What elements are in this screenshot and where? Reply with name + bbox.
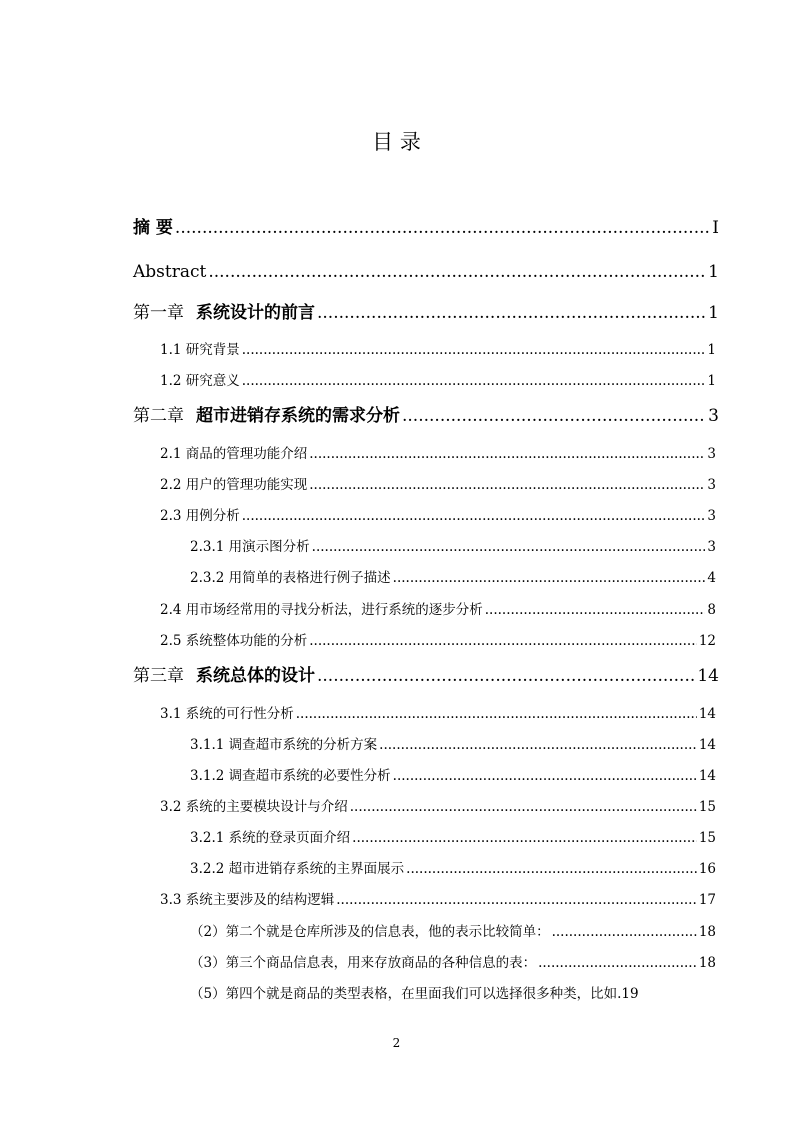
toc-entry-chapter-3[interactable] — [133, 666, 719, 686]
leader-dots — [379, 737, 697, 753]
toc-page-number: 15 — [698, 799, 716, 815]
toc-entry-2-3[interactable] — [160, 508, 716, 524]
leader-dots — [309, 477, 705, 493]
leader-dots — [336, 892, 697, 908]
toc-page-number: 18 — [698, 924, 716, 940]
toc-entry-2-3-1[interactable] — [190, 539, 716, 555]
toc-entry-label: 3.2.1 系统的登录页面介绍 — [190, 830, 351, 846]
toc-page-number: 14 — [698, 737, 716, 753]
leader-dots — [242, 508, 706, 524]
toc-entry-3-1-1[interactable] — [190, 737, 716, 753]
toc-page-number: 19 — [621, 986, 639, 1002]
toc-entry-label: 2.5 系统整体功能的分析 — [160, 633, 308, 649]
toc-entry-3-2[interactable] — [160, 799, 716, 815]
toc-page-number: I — [712, 218, 719, 238]
toc-page-number: 8 — [707, 602, 716, 618]
toc-entry-3-3[interactable] — [160, 892, 716, 908]
toc-title: 目 录 — [372, 130, 421, 154]
toc-page-number: 12 — [698, 633, 716, 649]
toc-entry-label: 3.2 系统的主要模块设计与介绍 — [160, 799, 348, 815]
toc-entry-label: （2）第二个就是仓库所涉及的信息表，他的表示比较简单： — [190, 924, 550, 940]
leader-dots — [485, 602, 706, 618]
toc-page-number: 15 — [698, 830, 716, 846]
toc-page-number: 1 — [708, 262, 719, 282]
toc-entry-label: 2.3.1 用演示图分析 — [190, 539, 310, 555]
chapter-number: 第三章 — [133, 666, 184, 686]
toc-entry-label: 3.1 系统的可行性分析 — [160, 706, 294, 722]
toc-entry-3-2-1[interactable] — [190, 830, 716, 846]
toc-entry-label: 2.3.2 用简单的表格进行例子描述 — [190, 570, 391, 586]
leader-dots — [309, 446, 705, 462]
toc-entry-label: （3）第三个商品信息表，用来存放商品的各种信息的表： — [190, 955, 537, 971]
leader-dots — [309, 633, 697, 649]
toc-page-number: 14 — [698, 706, 716, 722]
leader-dots — [406, 861, 697, 877]
toc-entry-label: Abstract — [133, 262, 207, 282]
toc-entry-label: 第一章 系统设计的前言 — [133, 303, 315, 323]
page-number: 2 — [392, 1036, 401, 1050]
toc-entry-label: 2.4 用市场经常用的寻找分析法，进行系统的逐步分析 — [160, 602, 483, 618]
toc-entry-label: 3.3 系统主要涉及的结构逻辑 — [160, 892, 335, 908]
toc-entry-label: 摘 要 — [133, 218, 173, 238]
toc-entry-label: 2.3 用例分析 — [160, 508, 240, 524]
toc-page-number: 3 — [707, 539, 716, 555]
toc-entry-2-3-2[interactable] — [190, 570, 716, 586]
toc-entry-2-5[interactable] — [160, 633, 716, 649]
toc-entry-3-3-item-5[interactable] — [190, 986, 716, 1002]
toc-page-number: 18 — [698, 955, 716, 971]
toc-entry-2-4[interactable] — [160, 602, 716, 618]
toc-page-number: 1 — [707, 342, 716, 358]
leader-dots — [242, 373, 706, 389]
toc-entry-3-2-2[interactable] — [190, 861, 716, 877]
toc-entry-label: （5）第四个就是商品的类型表格，在里面我们可以选择很多种类，比如. — [190, 986, 622, 1002]
toc-page-number: 4 — [707, 570, 716, 586]
leader-dots — [317, 666, 695, 686]
toc-entry-3-3-item-2[interactable] — [190, 924, 716, 940]
leader-dots — [393, 768, 697, 784]
leader-dots — [393, 570, 706, 586]
toc-entry-1-2[interactable] — [160, 373, 716, 389]
toc-entry-2-2[interactable] — [160, 477, 716, 493]
toc-page-number: 14 — [697, 666, 719, 686]
toc-entry-abstract-cn[interactable] — [133, 218, 719, 238]
toc-entry-3-1[interactable] — [160, 706, 716, 722]
leader-dots — [208, 262, 706, 282]
toc-entry-label: 2.1 商品的管理功能介绍 — [160, 446, 308, 462]
toc-entry-chapter-1[interactable] — [133, 303, 719, 323]
leader-dots — [352, 830, 697, 846]
leader-dots — [175, 218, 710, 238]
toc-entry-2-1[interactable] — [160, 446, 716, 462]
leader-dots — [317, 303, 706, 323]
leader-dots — [552, 924, 697, 940]
toc-entry-3-1-2[interactable] — [190, 768, 716, 784]
toc-entry-1-1[interactable] — [160, 342, 716, 358]
leader-dots — [538, 955, 697, 971]
toc-entry-abstract-en[interactable] — [133, 262, 719, 282]
leader-dots — [402, 406, 706, 426]
toc-page-number: 16 — [698, 861, 716, 877]
leader-dots — [242, 342, 706, 358]
toc-entry-label: 3.2.2 超市进销存系统的主界面展示 — [190, 861, 405, 877]
toc-entry-label: 3.1.2 调查超市系统的必要性分析 — [190, 768, 391, 784]
toc-page-number: 1 — [707, 373, 716, 389]
toc-page-number: 1 — [708, 303, 719, 323]
toc-entry-label: 1.1 研究背景 — [160, 342, 240, 358]
toc-page-number: 3 — [707, 508, 716, 524]
toc-page-number: 14 — [698, 768, 716, 784]
chapter-number: 第一章 — [133, 303, 184, 323]
toc-entry-label: 1.2 研究意义 — [160, 373, 240, 389]
toc-page-number: 3 — [708, 406, 719, 426]
leader-dots — [312, 539, 706, 555]
toc-entry-label: 2.2 用户的管理功能实现 — [160, 477, 308, 493]
toc-page-number: 3 — [707, 446, 716, 462]
toc-entry-chapter-2[interactable] — [133, 406, 719, 426]
toc-entry-label: 第二章 超市进销存系统的需求分析 — [133, 406, 400, 426]
toc-page-number: 3 — [707, 477, 716, 493]
leader-dots — [350, 799, 697, 815]
toc-page-number: 17 — [698, 892, 716, 908]
toc-entry-3-3-item-3[interactable] — [190, 955, 716, 971]
chapter-number: 第二章 — [133, 406, 184, 426]
leader-dots — [296, 706, 697, 722]
toc-entry-label: 第三章 系统总体的设计 — [133, 666, 315, 686]
toc-entry-label: 3.1.1 调查超市系统的分析方案 — [190, 737, 378, 753]
